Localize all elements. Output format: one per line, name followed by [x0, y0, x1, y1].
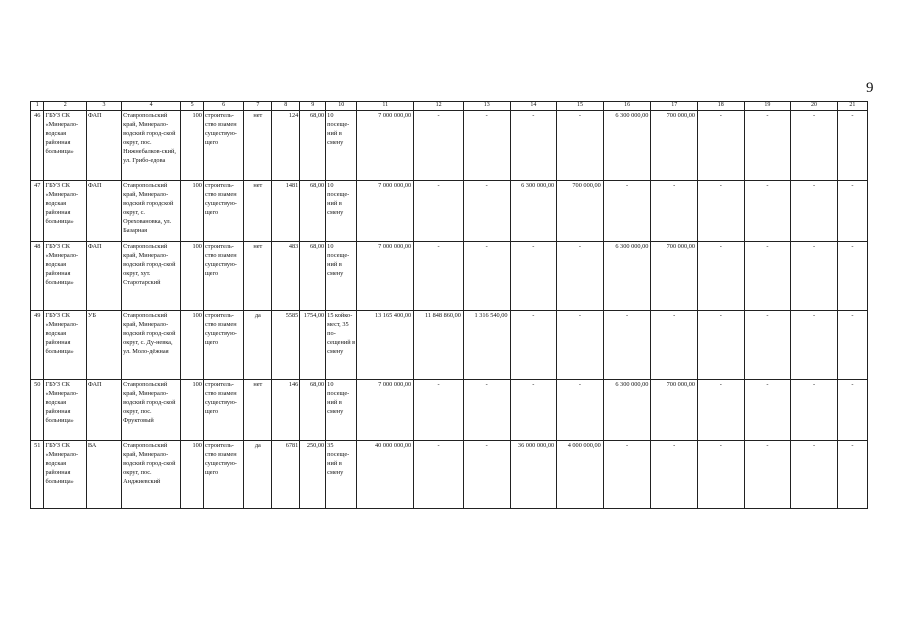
table-cell-col-5: 100: [181, 242, 204, 311]
table-cell-col-21: -: [837, 311, 867, 380]
table-cell-col-1: 46: [31, 111, 44, 181]
table-cell-col-16: 6 300 000,00: [603, 242, 651, 311]
table-cell-col-15: 4 000 000,00: [557, 441, 604, 509]
page-number: 9: [866, 80, 874, 96]
table-cell-col-5: 100: [181, 111, 204, 181]
table-cell-col-15: 700 000,00: [557, 181, 604, 242]
table-cell-col-20: -: [791, 181, 838, 242]
table-cell-col-9: 68,00: [300, 242, 326, 311]
table-cell-col-4: Ставропольский край, Минерало-водский город-ской округ, хут. Старотарский: [122, 242, 181, 311]
table-cell-col-1: 50: [31, 380, 44, 441]
table-cell-col-2: ГБУЗ СК «Минерало-водская районная больница»: [44, 111, 86, 181]
table-row: [31, 242, 868, 311]
table-cell-col-16: 6 300 000,00: [603, 111, 651, 181]
table-cell-col-9: 250,00: [300, 441, 326, 509]
table-cell-col-18: -: [698, 242, 745, 311]
table-cell-col-3: ВА: [86, 441, 121, 509]
table-cell-col-21: -: [837, 441, 867, 509]
header-cell-14: 14: [510, 102, 557, 111]
table-cell-col-13: -: [463, 242, 510, 311]
table-cell-col-5: 100: [181, 441, 204, 509]
table-cell-col-7: нет: [244, 181, 272, 242]
table-cell-col-21: -: [837, 380, 867, 441]
table-cell-col-17: 700 000,00: [651, 380, 698, 441]
table-cell-col-8: 483: [272, 242, 300, 311]
table-cell-col-7: нет: [244, 111, 272, 181]
table-cell-col-15: -: [557, 111, 604, 181]
table-cell-col-14: -: [510, 311, 557, 380]
table-cell-col-9: 68,00: [300, 111, 326, 181]
table-cell-col-4: Ставропольский край, Минерало-водский городской округ, с. Ореховановка, ул. Базарная: [122, 181, 181, 242]
table-cell-col-13: -: [463, 380, 510, 441]
table-cell-col-9: 1754,00: [300, 311, 326, 380]
table-cell-col-17: -: [651, 181, 698, 242]
table-cell-col-2: ГБУЗ СК «Минерало-водская районная больница»: [44, 181, 86, 242]
table-cell-col-3: ФАП: [86, 181, 121, 242]
table-cell-col-11: 7 000 000,00: [357, 181, 414, 242]
table-cell-col-6: строитель-ство взамен существую-щего: [203, 311, 243, 380]
header-cell-2: 2: [44, 102, 86, 111]
header-cell-21: 21: [837, 102, 867, 111]
header-cell-15: 15: [557, 102, 604, 111]
table-cell-col-21: -: [837, 111, 867, 181]
header-cell-11: 11: [357, 102, 414, 111]
table-cell-col-17: -: [651, 441, 698, 509]
table-cell-col-17: 700 000,00: [651, 242, 698, 311]
header-cell-10: 10: [326, 102, 357, 111]
header-cell-9: 9: [300, 102, 326, 111]
table-cell-col-20: -: [791, 380, 838, 441]
header-cell-16: 16: [603, 102, 651, 111]
table-cell-col-7: да: [244, 311, 272, 380]
table-cell-col-19: -: [744, 242, 791, 311]
table-cell-col-16: 6 300 000,00: [603, 380, 651, 441]
table-row: [31, 441, 868, 509]
table-header-row: [31, 102, 868, 111]
table-cell-col-20: -: [791, 441, 838, 509]
header-cell-20: 20: [791, 102, 838, 111]
table-cell-col-14: -: [510, 111, 557, 181]
header-cell-1: 1: [31, 102, 44, 111]
table-cell-col-12: 11 848 860,00: [414, 311, 464, 380]
table-cell-col-19: -: [744, 380, 791, 441]
table-cell-col-20: -: [791, 111, 838, 181]
table-cell-col-15: -: [557, 311, 604, 380]
table-cell-col-6: строитель-ство взамен существую-щего: [203, 181, 243, 242]
table-cell-col-4: Ставропольский край, Минерало-водский город-ской округ, пос. Нижнебалков-ский, ул. Грибо-едова: [122, 111, 181, 181]
table-cell-col-6: строитель-ство взамен существую-щего: [203, 441, 243, 509]
table-cell-col-10: 10 посеще-ний в смену: [326, 380, 357, 441]
table-cell-col-8: 1481: [272, 181, 300, 242]
table-cell-col-19: -: [744, 111, 791, 181]
table-cell-col-8: 124: [272, 111, 300, 181]
table-cell-col-5: 100: [181, 311, 204, 380]
table-cell-col-18: -: [698, 380, 745, 441]
header-cell-5: 5: [181, 102, 204, 111]
table-cell-col-11: 7 000 000,00: [357, 242, 414, 311]
table-cell-col-1: 49: [31, 311, 44, 380]
table-cell-col-8: 146: [272, 380, 300, 441]
header-cell-13: 13: [463, 102, 510, 111]
table-cell-col-5: 100: [181, 181, 204, 242]
table-cell-col-16: -: [603, 311, 651, 380]
table-cell-col-14: 36 000 000,00: [510, 441, 557, 509]
table-cell-col-18: -: [698, 111, 745, 181]
table-cell-col-11: 7 000 000,00: [357, 380, 414, 441]
table-cell-col-11: 13 165 400,00: [357, 311, 414, 380]
header-cell-18: 18: [698, 102, 745, 111]
table-cell-col-10: 10 посеще-ний в смену: [326, 181, 357, 242]
table-cell-col-11: 40 000 000,00: [357, 441, 414, 509]
table-cell-col-8: 6781: [272, 441, 300, 509]
table-cell-col-14: 6 300 000,00: [510, 181, 557, 242]
table-cell-col-19: -: [744, 311, 791, 380]
table-cell-col-6: строитель-ство взамен существую-щего: [203, 380, 243, 441]
table-cell-col-18: -: [698, 181, 745, 242]
table-row: [31, 111, 868, 181]
table-cell-col-20: -: [791, 242, 838, 311]
header-cell-6: 6: [203, 102, 243, 111]
table-cell-col-4: Ставропольский край, Минерало-водский город-ской округ, с. Ду-невка, ул. Моло-дёжная: [122, 311, 181, 380]
table-cell-col-7: нет: [244, 380, 272, 441]
table-cell-col-1: 51: [31, 441, 44, 509]
table-cell-col-3: ФАП: [86, 242, 121, 311]
table-cell-col-1: 48: [31, 242, 44, 311]
facilities-table: [30, 101, 868, 509]
table-cell-col-15: -: [557, 242, 604, 311]
table-cell-col-12: -: [414, 441, 464, 509]
table-cell-col-10: 15 койко-мест, 35 по-сещений в смену: [326, 311, 357, 380]
table-cell-col-17: 700 000,00: [651, 111, 698, 181]
table-cell-col-16: -: [603, 181, 651, 242]
table-cell-col-6: строитель-ство взамен существую-щего: [203, 111, 243, 181]
table-cell-col-3: ФАП: [86, 111, 121, 181]
table-cell-col-13: -: [463, 181, 510, 242]
table-cell-col-1: 47: [31, 181, 44, 242]
header-cell-7: 7: [244, 102, 272, 111]
table-cell-col-18: -: [698, 441, 745, 509]
table-cell-col-21: -: [837, 181, 867, 242]
header-cell-4: 4: [122, 102, 181, 111]
table-cell-col-2: ГБУЗ СК «Минерало-водская районная больница»: [44, 380, 86, 441]
header-cell-12: 12: [414, 102, 464, 111]
table-cell-col-6: строитель-ство взамен существую-щего: [203, 242, 243, 311]
table-cell-col-10: 10 посеще-ний в смену: [326, 242, 357, 311]
table-cell-col-18: -: [698, 311, 745, 380]
table-cell-col-2: ГБУЗ СК «Минерало-водская районная больница»: [44, 441, 86, 509]
table-cell-col-12: -: [414, 380, 464, 441]
table-cell-col-10: 10 посеще-ний в смену: [326, 111, 357, 181]
table-cell-col-4: Ставропольский край, Минерало-водский город-ской округ, пос. Фруктовый: [122, 380, 181, 441]
table-cell-col-15: -: [557, 380, 604, 441]
table-cell-col-16: -: [603, 441, 651, 509]
table-cell-col-19: -: [744, 441, 791, 509]
table-cell-col-12: -: [414, 111, 464, 181]
table-cell-col-14: -: [510, 242, 557, 311]
table-cell-col-3: ФАП: [86, 380, 121, 441]
table-row: [31, 181, 868, 242]
table-cell-col-3: УБ: [86, 311, 121, 380]
table-cell-col-9: 68,00: [300, 181, 326, 242]
table-row: [31, 380, 868, 441]
table-cell-col-2: ГБУЗ СК «Минерало-водская районная больница»: [44, 311, 86, 380]
table-cell-col-13: 1 316 540,00: [463, 311, 510, 380]
table-cell-col-9: 68,00: [300, 380, 326, 441]
header-cell-19: 19: [744, 102, 791, 111]
table-cell-col-14: -: [510, 380, 557, 441]
table-cell-col-4: Ставропольский край, Минерало-водский город-ской округ, пос. Анджиевский: [122, 441, 181, 509]
table-cell-col-13: -: [463, 441, 510, 509]
table-cell-col-2: ГБУЗ СК «Минерало-водская районная больница»: [44, 242, 86, 311]
table-cell-col-8: 5585: [272, 311, 300, 380]
table-cell-col-12: -: [414, 181, 464, 242]
table-cell-col-5: 100: [181, 380, 204, 441]
table-cell-col-7: да: [244, 441, 272, 509]
table-cell-col-20: -: [791, 311, 838, 380]
table-row: [31, 311, 868, 380]
header-cell-3: 3: [86, 102, 121, 111]
table-cell-col-13: -: [463, 111, 510, 181]
table-cell-col-21: -: [837, 242, 867, 311]
table-cell-col-19: -: [744, 181, 791, 242]
table-cell-col-17: -: [651, 311, 698, 380]
header-cell-17: 17: [651, 102, 698, 111]
table-cell-col-12: -: [414, 242, 464, 311]
table-cell-col-7: нет: [244, 242, 272, 311]
header-cell-8: 8: [272, 102, 300, 111]
table-cell-col-10: 35 посеще-ний в смену: [326, 441, 357, 509]
table-cell-col-11: 7 000 000,00: [357, 111, 414, 181]
